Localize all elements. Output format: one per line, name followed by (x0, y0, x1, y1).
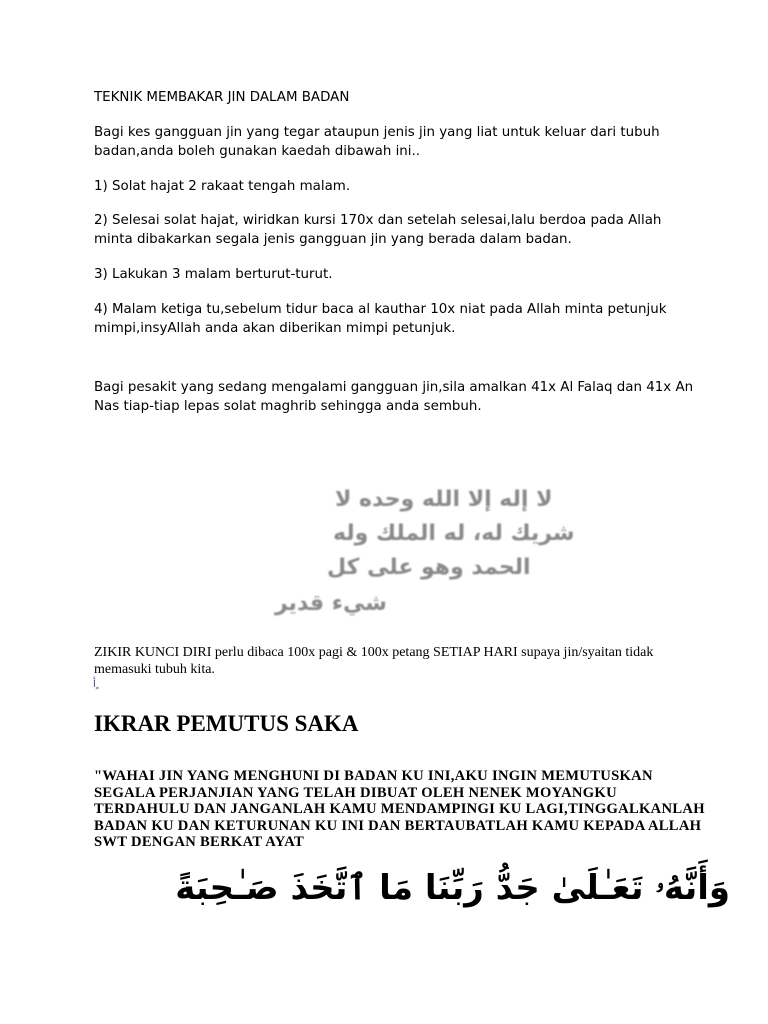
calligraphy-line-4: شيء قدير (275, 591, 387, 616)
article-title: TEKNIK MEMBAKAR JIN DALAM BADAN (94, 90, 350, 105)
quran-verse: وَأَنَّهُۥ تَعَـٰلَىٰ جَدُّ رَبِّنَا مَا ٱتَّخَذَ صَـٰحِبَةً (175, 868, 730, 908)
step-2: 2) Selesai solat hajat, wiridkan kursi 170x dan setelah selesai,lalu berdoa pada Allah minta dibakarkan segala jenis gangguan jin yang berada dalam badan. (94, 213, 662, 247)
zikir-caption: ZIKIR KUNCI DIRI perlu dibaca 100x pagi & 100x petang SETIAP HARI supaya jin/syaitan tidak memasuki tubuh kita. (94, 645, 654, 677)
step-1: 1) Solat hajat 2 rakaat tengah malam. (94, 179, 351, 194)
patient-note: Bagi pesakit yang sedang mengalami gangguan jin,sila amalkan 41x Al Falaq dan 41x An Nas tiap-tiap lepas solat maghrib sehingga anda sembuh. (94, 380, 694, 414)
calligraphy-line-3: الحمد وهو على كل (327, 555, 531, 580)
ikrar-pledge: "WAHAI JIN YANG MENGHUNI DI BADAN KU INI,AKU INGIN MEMUTUSKAN SEGALA PERJANJIAN YANG TELAH DIBUAT OLEH NENEK MOYANGKU TERDAHULU DAN JANGANLAH KAMU MENDAMPINGI KU LAGI,TINGGALKANLAH BADAN KU DAN KETURUNAN KU INI DAN BERTAUBATLAH KAMU KEPADA ALLAH SWT DENGAN BERKAT AYAT (94, 768, 705, 851)
step-4: 4) Malam ketiga tu,sebelum tidur baca al kauthar 10x niat pada Allah minta petunjuk mimpi,insyAllah anda akan diberikan mimpi petunjuk. (94, 302, 667, 336)
calligraphy-line-2: شريك له، له الملك وله (333, 521, 575, 546)
step-3: 3) Lakukan 3 malam berturut-turut. (94, 267, 333, 282)
zikir-calligraphy-image (95, 478, 575, 628)
calligraphy-line-1: لا إله إلا الله وحده لا (335, 487, 553, 512)
intro-paragraph: Bagi kes gangguan jin yang tegar ataupun jenis jin yang liat untuk keluar dari tubuh badan,anda boleh gunakan kaedah dibawah ini.. (94, 125, 660, 159)
inline-glyph-mark: ﺃ ٍ (93, 679, 99, 690)
ikrar-title: IKRAR PEMUTUS SAKA (94, 711, 359, 736)
